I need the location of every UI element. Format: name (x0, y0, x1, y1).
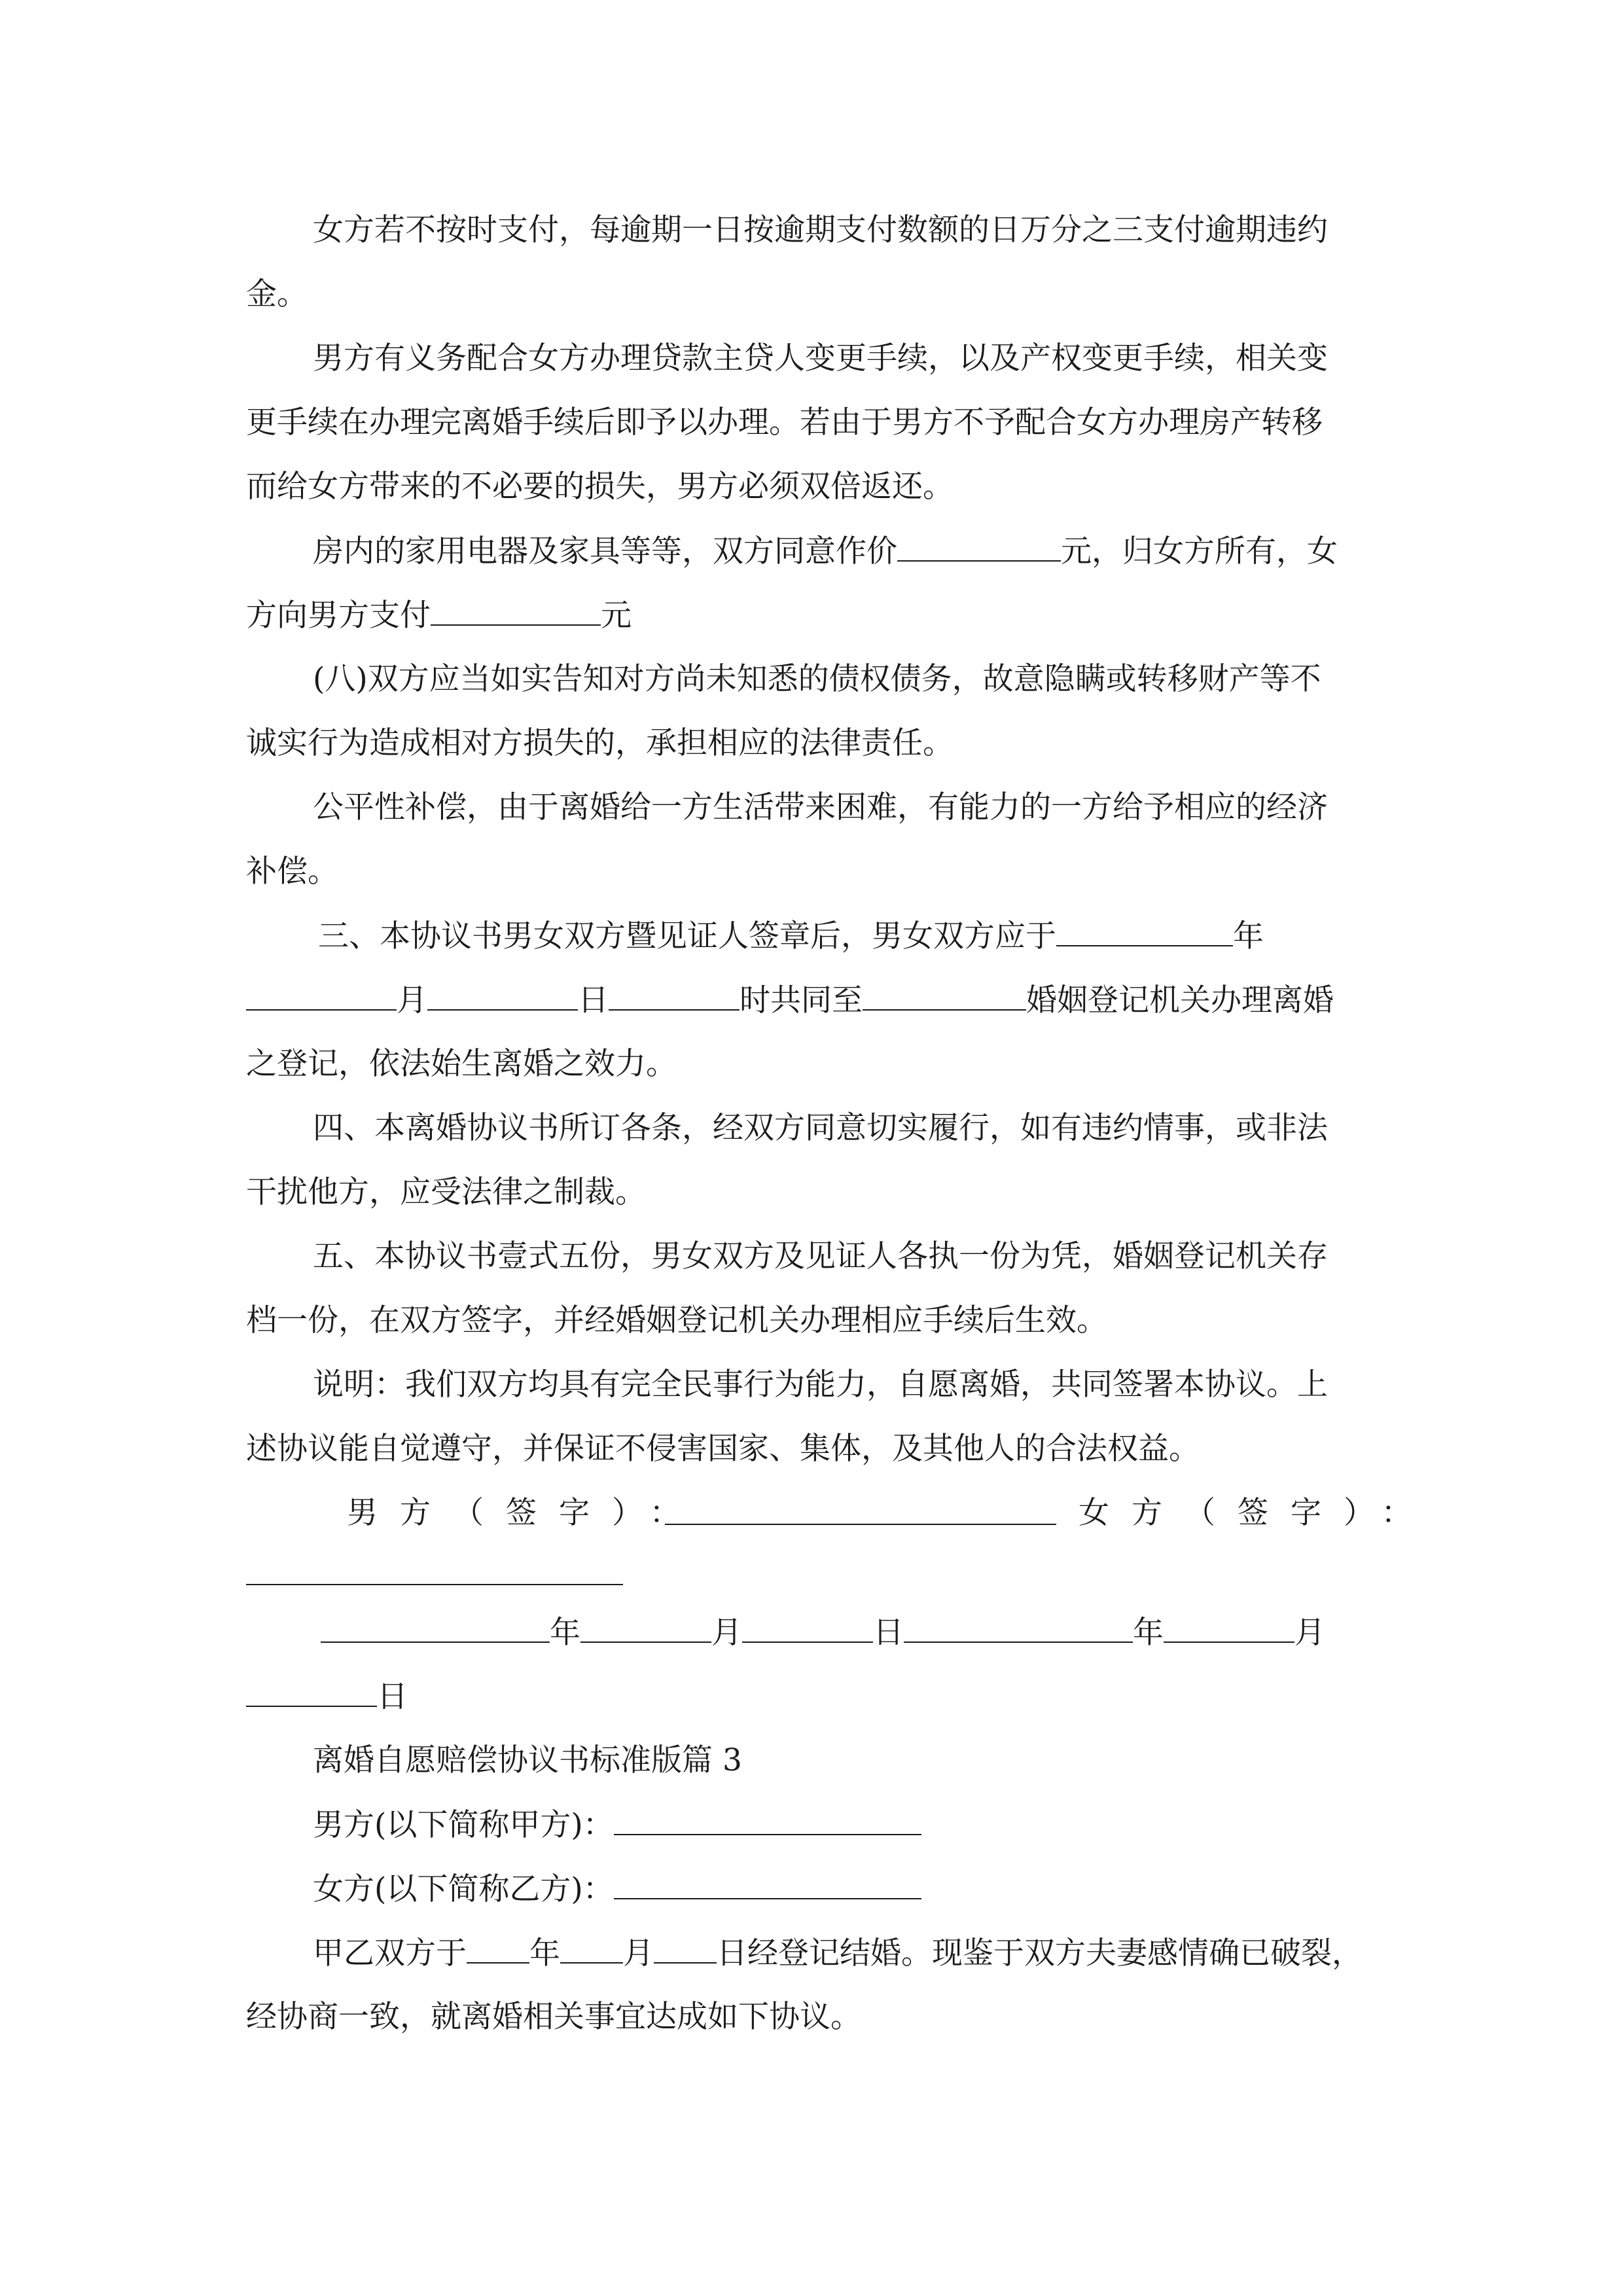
registration-hour-blank[interactable] (609, 980, 740, 1011)
registration-year-label: 年 (1233, 918, 1264, 954)
para-copies-line1: 五、本协议书壹式五份，男女双方及见证人各执一份为凭，婚姻登记机关存 (313, 1238, 1328, 1274)
male-sign-day-blank[interactable] (742, 1613, 873, 1643)
para-compensation-line1: 公平性补偿，由于离婚给一方生活带来困难，有能力的一方给予相应的经济 (313, 789, 1328, 825)
marriage-intro-b: 日经登记结婚。现鉴于双方夫妻感情确已破裂， (717, 1935, 1363, 1971)
party-b-line (313, 1869, 921, 1909)
marriage-month-label: 月 (623, 1935, 654, 1971)
female-signature-label: 女方（签字）： (1079, 1495, 1435, 1531)
female-sign-year-label: 年 (1133, 1615, 1164, 1651)
para-copies-line2: 档一份，在双方签字，并经婚姻登记机关办理相应手续后生效。 (246, 1302, 1107, 1338)
registration-text-c: 婚姻登记机关办理离婚 (1026, 982, 1334, 1018)
male-signature-blank[interactable] (665, 1495, 1056, 1525)
para-registration-line3: 之登记，依法始生离婚之效力。 (246, 1046, 677, 1082)
female-sign-day-blank[interactable] (246, 1677, 377, 1707)
female-sign-year-blank[interactable] (904, 1613, 1133, 1643)
para-loan-transfer-line3: 而给女方带来的不必要的损失，男方必须双倍返还。 (246, 469, 954, 505)
furniture-payment-blank[interactable] (431, 596, 601, 626)
para-registration-line1 (318, 916, 1264, 956)
para-late-payment-line1: 女方若不按时支付，每逾期一日按逾期支付数额的日万分之三支付逾期违约 (313, 212, 1328, 248)
para-debt-line2: 诚实行为造成相对方损失的，承担相应的法律责任。 (246, 725, 954, 761)
para-enforcement-line2: 干扰他方，应受法律之制裁。 (246, 1174, 646, 1210)
para-statement-line2: 述协议能自觉遵守，并保证不侵害国家、集体，及其他人的合法权益。 (246, 1431, 1200, 1467)
female-sign-month-blank[interactable] (1164, 1613, 1294, 1643)
furniture-text-b: 元，归女方所有，女 (1061, 533, 1338, 569)
signature-date-line (321, 1613, 1325, 1653)
signature-date-line2 (246, 1677, 408, 1717)
party-b-blank[interactable] (614, 1869, 921, 1899)
male-sign-day-label: 日 (873, 1615, 904, 1651)
registration-month-blank[interactable] (246, 980, 397, 1011)
marriage-intro-a: 甲乙双方于 (313, 1935, 467, 1971)
female-sign-month-label: 月 (1294, 1615, 1325, 1651)
furniture-price-blank[interactable] (897, 531, 1061, 562)
para-debt-line1: (八)双方应当如实告知对方尚未知悉的债权债务，故意隐瞒或转移财产等不 (313, 661, 1321, 697)
marriage-intro-line2: 经协商一致，就离婚相关事宜达成如下协议。 (246, 1999, 861, 2035)
male-sign-year-label: 年 (550, 1615, 580, 1651)
registration-text-b: 时共同至 (740, 982, 863, 1018)
marriage-year-blank[interactable] (467, 1933, 529, 1964)
marriage-month-blank[interactable] (560, 1933, 623, 1964)
registration-office-blank[interactable] (863, 980, 1026, 1011)
para-furniture-line2 (246, 596, 632, 636)
para-loan-transfer-line2: 更手续在办理完离婚手续后即予以办理。若由于男方不予配合女方办理房产转移 (246, 404, 1323, 440)
registration-day-label: 日 (578, 982, 609, 1018)
female-sign-day-label: 日 (377, 1679, 408, 1715)
female-signature-blank[interactable] (246, 1555, 623, 1585)
para-compensation-line2: 补偿。 (246, 853, 338, 889)
registration-text-a: 三、本协议书男女双方暨见证人签章后，男女双方应于 (318, 918, 1056, 954)
para-enforcement-line1: 四、本离婚协议书所订各条，经双方同意切实履行，如有违约情事，或非法 (313, 1110, 1328, 1146)
marriage-intro-line1 (313, 1933, 1363, 1973)
furniture-text-c: 方向男方支付 (246, 598, 431, 634)
para-furniture-line1 (313, 531, 1338, 571)
male-sign-month-label: 月 (711, 1615, 742, 1651)
marriage-year-label: 年 (529, 1935, 560, 1971)
party-a-label: 男方(以下简称甲方)： (313, 1807, 614, 1843)
furniture-text-d: 元 (601, 598, 632, 634)
registration-day-blank[interactable] (427, 980, 578, 1011)
marriage-day-blank[interactable] (654, 1933, 717, 1964)
section3-title: 离婚自愿赔偿协议书标准版篇 3 (313, 1742, 742, 1778)
para-statement-line1: 说明：我们双方均具有完全民事行为能力，自愿离婚，共同签署本协议。上 (313, 1367, 1328, 1403)
registration-year-blank[interactable] (1056, 916, 1233, 946)
para-registration-line2 (246, 980, 1334, 1020)
male-sign-year-blank[interactable] (321, 1613, 550, 1643)
registration-month-label: 月 (397, 982, 427, 1018)
para-loan-transfer-line1: 男方有义务配合女方办理贷款主贷人变更手续，以及产权变更手续，相关变 (313, 340, 1328, 376)
male-signature-label: 男方（签字）： (347, 1495, 703, 1531)
party-a-line (313, 1805, 921, 1845)
furniture-text-a: 房内的家用电器及家具等等，双方同意作价 (313, 533, 897, 569)
party-a-blank[interactable] (614, 1805, 921, 1835)
party-b-label: 女方(以下简称乙方)： (313, 1871, 614, 1907)
male-sign-month-blank[interactable] (580, 1613, 711, 1643)
para-late-payment-line2: 金。 (246, 276, 308, 312)
